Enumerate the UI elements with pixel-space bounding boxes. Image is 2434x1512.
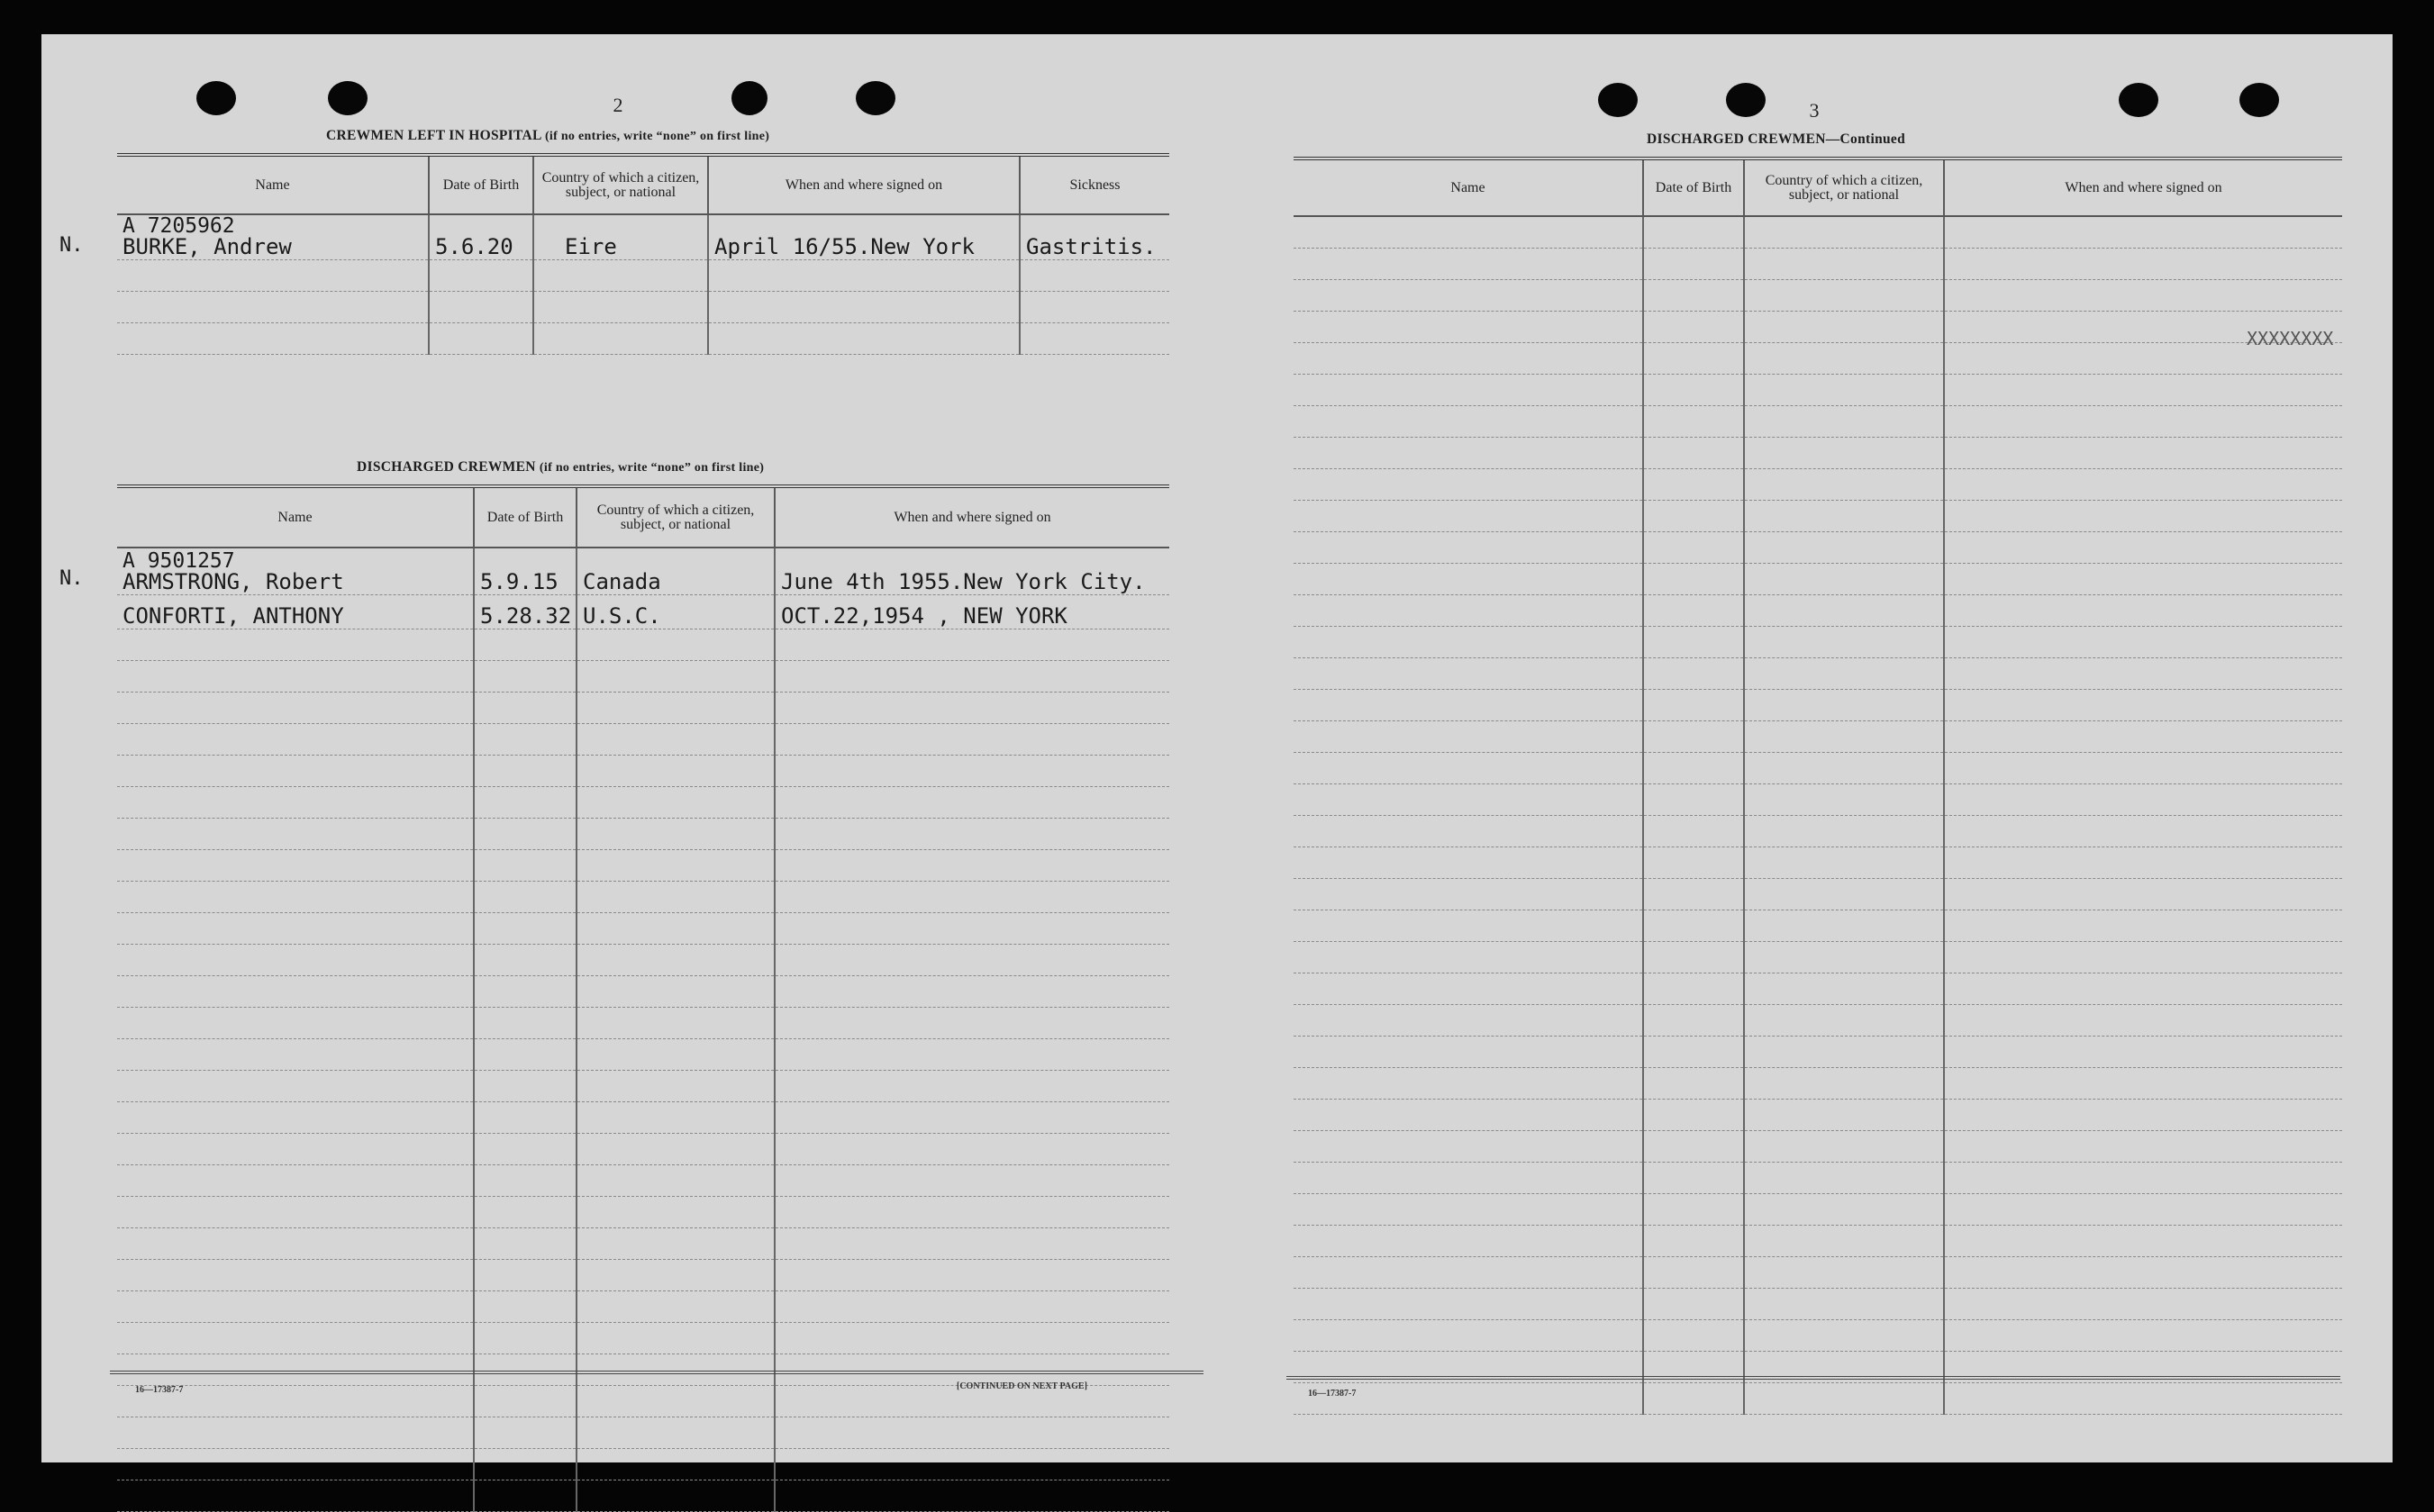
punch-hole [731,81,767,115]
table-row [117,1038,1169,1070]
table-row [1294,1257,2342,1289]
col-header-name: Name [117,486,474,548]
table-row [1294,501,2342,532]
manifest-sheet [41,34,2393,1462]
col-header-sickness: Sickness [1020,155,1169,214]
table-row [1294,216,2342,249]
table-row [117,291,1169,322]
hospital-section-title [326,128,769,144]
hospital-title-note: (if no entries, write “none” on first line) [544,130,770,143]
signed-on-cell: OCT.22,1954 , NEW YORK [775,594,1169,629]
alien-number: A 9501257 [123,548,235,573]
table-row [1294,973,2342,1005]
bottom-rule [110,1371,1203,1374]
table-row [117,1259,1169,1290]
table-row [1294,1163,2342,1194]
table-row [117,548,1169,594]
bottom-rule [1286,1376,2340,1380]
table-row [1294,595,2342,627]
table-row [117,723,1169,755]
col-header-country: Country of which a citizen, subject, or national [1744,158,1944,216]
table-row [1294,1226,2342,1257]
country-cell: Canada [577,548,775,594]
dob-cell: 5.28.32 [474,594,577,629]
dob-cell: 5.9.15 [474,548,577,594]
name-cell: CONFORTI, ANTHONY [117,594,474,629]
table-row [117,1417,1169,1448]
table-row [117,1164,1169,1196]
table-row [1294,721,2342,753]
signed-on-cell: June 4th 1955.New York City. [775,548,1169,594]
table-row [117,1354,1169,1385]
col-header-signed-on: When and where signed on [1944,158,2342,216]
table-row [1294,1289,2342,1320]
punch-hole [328,81,368,115]
table-row [1294,280,2342,312]
table-row [1294,469,2342,501]
crew-name: BURKE, Andrew [123,233,292,259]
table-row [1294,753,2342,784]
page-2 [41,34,1212,1462]
page-3 [1212,34,2393,1462]
table-row [117,1448,1169,1480]
continued-title-text: DISCHARGED CREWMEN [1647,131,1826,147]
hospital-title-text: CREWMEN LEFT IN HOSPITAL [326,128,541,143]
table-row [1294,1037,2342,1068]
table-row [1294,564,2342,595]
table-row [117,1480,1169,1511]
table-row [117,594,1169,629]
table-row [1294,784,2342,816]
page-number: 3 [1809,99,1820,122]
table-row [1294,249,2342,280]
table-row [1294,406,2342,438]
table-row [117,1007,1169,1038]
discharged-continued-title [1647,131,1905,148]
continued-title-suffix: —Continued [1825,131,1906,147]
table-row [117,1290,1169,1322]
table-row [117,786,1169,818]
table-row [117,1133,1169,1164]
punch-hole [856,81,895,115]
discharged-title-note: (if no entries, write “none” on first line) [539,461,765,475]
discharged-continued-table [1294,157,2342,1415]
table-row [117,660,1169,692]
country-cell: Eire [533,214,708,259]
table-row [117,322,1169,354]
alien-number: A 7205962 [123,213,235,238]
table-row [1294,312,2342,343]
table-row [1294,690,2342,721]
discharged-title-text: DISCHARGED CREWMEN [357,459,536,475]
col-header-name: Name [117,155,429,214]
table-row [117,818,1169,849]
table-row [1294,910,2342,942]
table-row [1294,1383,2342,1415]
table-row [117,1070,1169,1101]
table-row [117,944,1169,975]
table-row [117,975,1169,1007]
row-mark: N. [59,567,84,590]
col-header-country: Country of which a citizen, subject, or national [533,155,708,214]
discharged-section-title [357,459,764,475]
table-row [117,214,1169,259]
table-row [1294,847,2342,879]
hospital-table [117,153,1169,355]
table-row [117,259,1169,291]
dob-cell: 5.6.20 [429,214,533,259]
row-mark: N. [59,234,84,257]
col-header-signed-on: When and where signed on [708,155,1020,214]
signed-on-cell: April 16/55.New York [708,214,1020,259]
table-row [117,1196,1169,1227]
table-row [117,1101,1169,1133]
country-cell: U.S.C. [577,594,775,629]
table-row [117,1322,1169,1354]
name-cell [117,548,474,594]
col-header-name: Name [1294,158,1643,216]
margin-strikeout-mark: XXXXXXXX [2247,328,2334,349]
table-row [1294,532,2342,564]
col-header-country: Country of which a citizen, subject, or national [577,486,775,548]
table-row [117,692,1169,723]
crew-name: ARMSTRONG, Robert [123,568,344,594]
table-row [1294,1131,2342,1163]
table-row [1294,1194,2342,1226]
table-row [1294,1068,2342,1100]
punch-hole [2119,83,2158,117]
table-row [117,629,1169,660]
table-row [117,1227,1169,1259]
table-row [1294,658,2342,690]
table-row [1294,1320,2342,1352]
table-row [117,849,1169,881]
continued-note: [CONTINUED ON NEXT PAGE] [957,1381,1087,1391]
table-row [1294,375,2342,406]
col-header-dob: Date of Birth [474,486,577,548]
table-row [1294,627,2342,658]
form-number: 16—17387-7 [135,1385,184,1395]
col-header-signed-on: When and where signed on [775,486,1169,548]
punch-hole [1726,83,1766,117]
punch-hole [1598,83,1638,117]
punch-hole [196,81,236,115]
table-row [117,755,1169,786]
table-row [1294,816,2342,847]
table-row [1294,879,2342,910]
form-number: 16—17387-7 [1308,1389,1357,1399]
col-header-dob: Date of Birth [429,155,533,214]
table-row [1294,942,2342,973]
page-number: 2 [613,94,623,116]
table-row [1294,1005,2342,1037]
discharged-table [117,484,1169,1512]
sickness-cell: Gastritis. [1020,214,1169,259]
table-row [1294,343,2342,375]
table-row [117,912,1169,944]
col-header-dob: Date of Birth [1643,158,1744,216]
table-row [1294,438,2342,469]
table-row [1294,1100,2342,1131]
table-row [117,881,1169,912]
punch-hole [2239,83,2279,117]
name-cell [117,214,429,259]
